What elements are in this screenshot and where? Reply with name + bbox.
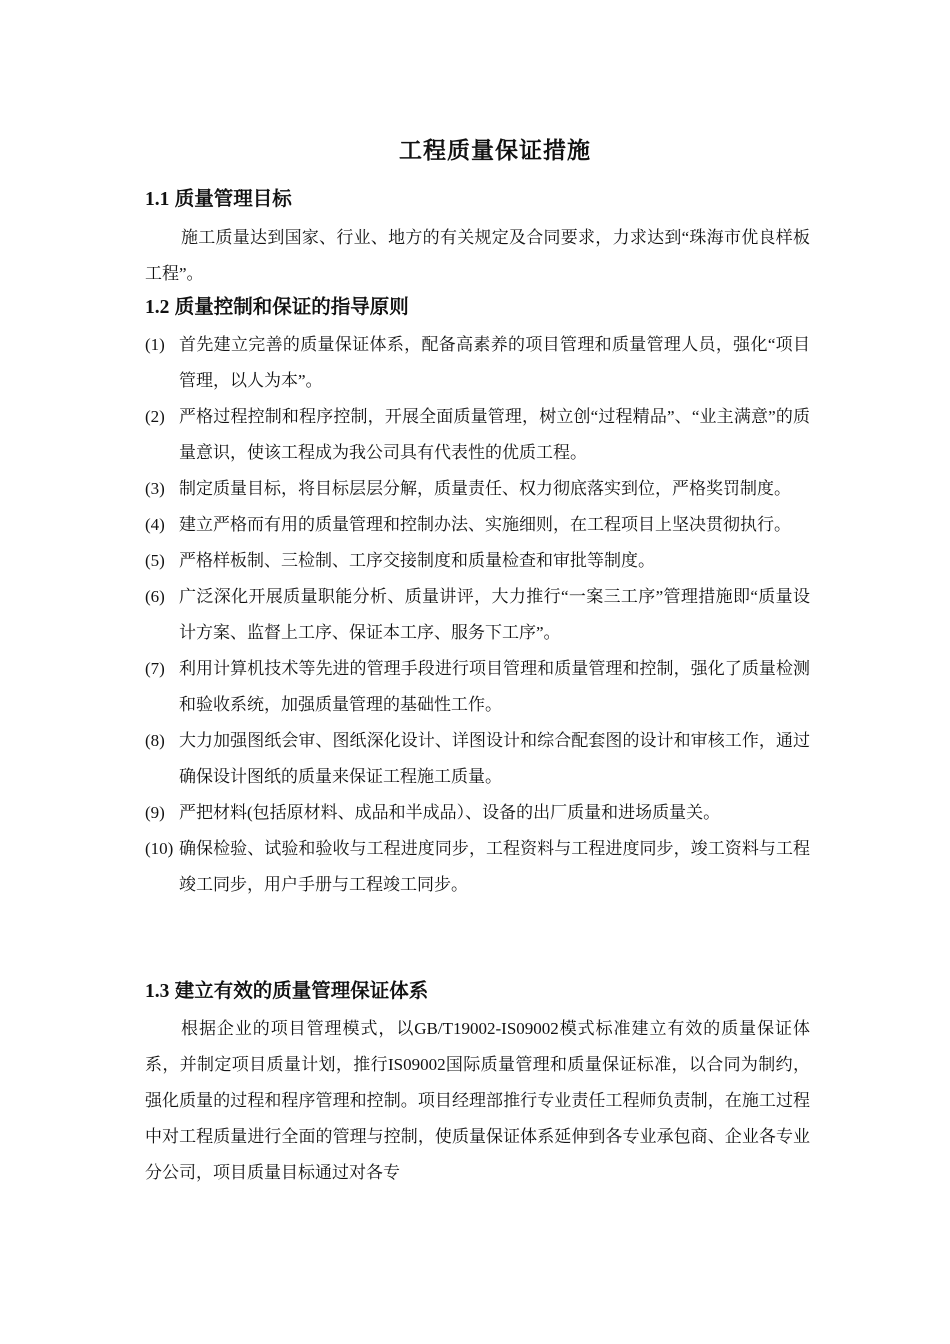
section-heading-1-1 [145,186,292,213]
list-item [145,795,810,831]
section-title: 质量控制和保证的指导原则 [174,296,409,318]
list-marker: (8) [145,731,165,750]
list-item [145,471,810,507]
list-marker: (2) [145,407,165,426]
section-title: 质量管理目标 [174,188,292,210]
list-item [145,579,810,651]
list-item-text: 严格样板制、三检制、工序交接制度和质量检查和审批等制度。 [179,551,655,570]
list-item-text: 广泛深化开展质量职能分析、质量讲评，大力推行“一案三工序”管理措施即“质量设计方案、监督上工序、保证本工序、服务下工序”。 [179,587,810,642]
list-item [145,543,810,579]
guiding-principles-list [145,327,810,903]
section-number: 1.3 [145,981,170,1002]
section-heading-1-2 [145,294,409,321]
list-item [145,507,810,543]
list-marker: (1) [145,335,165,354]
document-title: 工程质量保证措施 [399,138,591,163]
list-marker: (10) [145,839,174,858]
section-heading-1-3 [145,978,428,1005]
list-item-text: 严格过程控制和程序控制，开展全面质量管理，树立创“过程精品”、“业主满意”的质量意识，使该工程成为我公司具有代表性的优质工程。 [179,407,810,462]
list-item-text: 首先建立完善的质量保证体系，配备高素养的项目管理和质量管理人员，强化“项目管理，以人为本”。 [179,335,810,390]
list-item-text: 严把材料(包括原材料、成品和半成品）、设备的出厂质量和进场质量关。 [179,803,721,822]
list-marker: (7) [145,659,165,678]
list-marker: (4) [145,515,165,534]
section-number: 1.2 [145,297,170,318]
section-1-3-paragraph: 根据企业的项目管理模式，以GB/T19002-IS09002模式标准建立有效的质量保证体系，并制定项目质量计划，推行IS09002国际质量管理和质量保证标准，以合同为制约，强化质量的过程和程序管理和控制。项目经理部推行专业责任工程师负责制，在施工过程中对工程质量进行全面的管理与控制，使质量保证体系延伸到各专业承包商、企业各专业分公司，项目质量目标通过对各专 [145,1019,810,1182]
list-item [145,399,810,471]
list-marker: (3) [145,479,165,498]
list-item [145,327,810,399]
list-marker: (6) [145,587,165,606]
list-item [145,831,810,903]
list-marker: (5) [145,551,165,570]
list-item-text: 利用计算机技术等先进的管理手段进行项目管理和质量管理和控制，强化了质量检测和验收系统，加强质量管理的基础性工作。 [179,659,810,714]
list-item-text: 建立严格而有用的质量管理和控制办法、实施细则，在工程项目上坚决贯彻执行。 [179,515,791,534]
list-item-text: 制定质量目标，将目标层层分解，质量责任、权力彻底落实到位，严格奖罚制度。 [179,479,791,498]
list-item-text: 确保检验、试验和验收与工程进度同步，工程资料与工程进度同步，竣工资料与工程竣工同步，用户手册与工程竣工同步。 [179,839,810,894]
list-item [145,723,810,795]
list-marker: (9) [145,803,165,822]
section-1-1-paragraph: 施工质量达到国家、行业、地方的有关规定及合同要求，力求达到“珠海市优良样板工程”。 [145,228,810,283]
section-number: 1.1 [145,189,170,210]
list-item [145,651,810,723]
list-item-text: 大力加强图纸会审、图纸深化设计、详图设计和综合配套图的设计和审核工作，通过确保设计图纸的质量来保证工程施工质量。 [179,731,810,786]
section-title: 建立有效的质量管理保证体系 [174,980,429,1002]
